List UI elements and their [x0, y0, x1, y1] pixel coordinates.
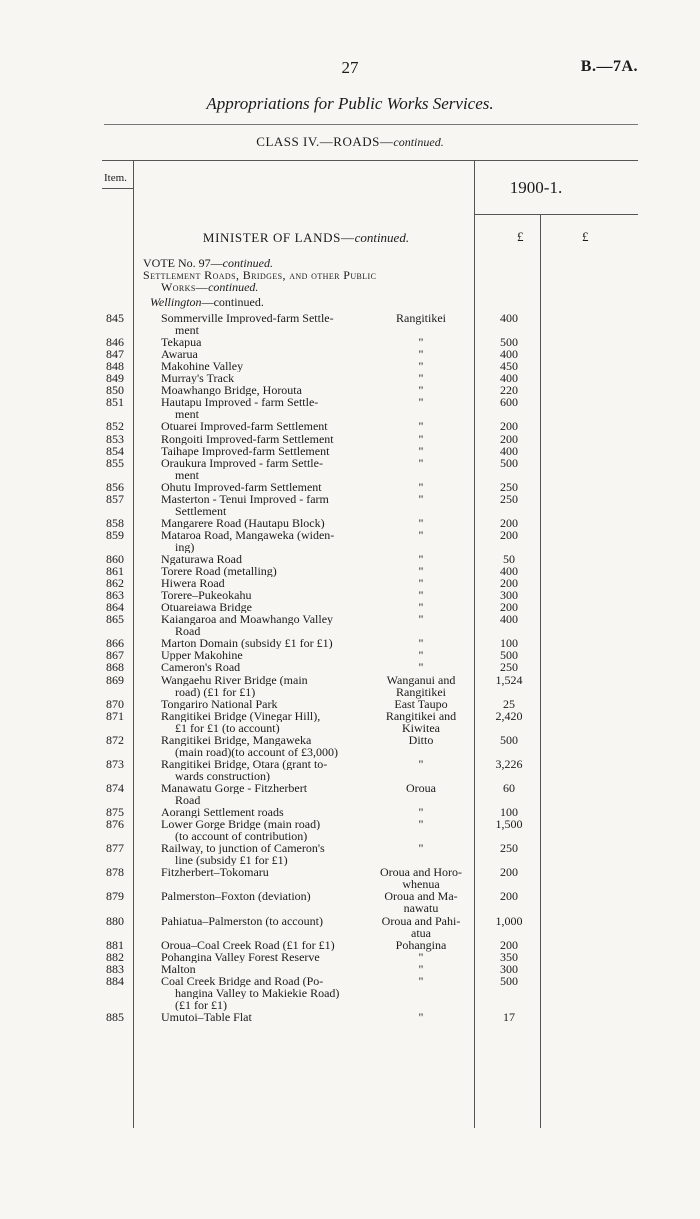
vote-label: VOTE No. 97— [143, 256, 223, 270]
item-amount: 200 [500, 937, 518, 952]
item-number: 858 [106, 515, 124, 530]
item-number: 884 [106, 973, 124, 988]
table-row [0, 999, 700, 1011]
table-row [0, 336, 700, 348]
item-description: road) (£1 for £1) [175, 685, 256, 698]
item-description: £1 for £1 (to account) [175, 721, 280, 734]
class-label: CLASS IV.—ROADS— [256, 134, 394, 149]
table-row [0, 890, 700, 902]
item-electorate: " [418, 564, 424, 579]
item-electorate: Rangitikei [396, 311, 446, 325]
item-description: Makohine Valley [161, 360, 244, 373]
subheading-line2 [161, 281, 258, 293]
item-electorate: " [418, 841, 424, 856]
table-row [0, 360, 700, 372]
table-row [0, 445, 700, 457]
item-amount: 60 [503, 780, 515, 795]
title-rule [104, 124, 638, 125]
table-row [0, 854, 700, 866]
item-electorate: Rangitikei and [385, 708, 457, 723]
item-amount: 17 [503, 1009, 515, 1024]
item-electorate: Oroua [406, 780, 436, 795]
item-description: Upper Makohine [161, 649, 243, 662]
item-description: Rangitikei Bridge, Otara (grant to- [161, 757, 328, 770]
item-electorate: " [418, 648, 424, 663]
item-electorate: " [418, 359, 424, 374]
item-description: ing) [175, 540, 195, 553]
item-description: Ngaturawa Road [161, 553, 242, 565]
item-number: 880 [106, 913, 124, 928]
table-row [0, 878, 700, 890]
item-electorate: " [418, 491, 424, 506]
item-amount: 450 [500, 359, 518, 374]
item-electorate: " [418, 588, 424, 603]
item-number: 856 [106, 479, 124, 494]
item-electorate: " [418, 395, 424, 410]
table-row [0, 396, 700, 408]
item-electorate: " [418, 371, 424, 386]
item-number: 867 [106, 648, 124, 663]
table-row [0, 963, 700, 975]
item-description: Settlement [175, 504, 227, 517]
table-row [0, 601, 700, 613]
table-row [0, 710, 700, 722]
item-number: 868 [106, 660, 124, 675]
item-amount: 500 [500, 455, 518, 470]
item-number: 853 [106, 431, 124, 446]
class-continued: continued. [393, 135, 444, 149]
item-description: Mangarere Road (Hautapu Block) [161, 516, 325, 529]
item-description: Torere Road (metalling) [161, 565, 277, 578]
item-description: wards construction) [175, 769, 270, 782]
table-row [0, 866, 700, 878]
item-number: 872 [106, 732, 124, 747]
table-top-rule [102, 160, 638, 161]
item-electorate: " [418, 600, 424, 615]
item-number: 866 [106, 636, 124, 651]
district-heading [150, 296, 264, 308]
table-row [0, 433, 700, 445]
item-description: Hautapu Improved - farm Settle- [161, 396, 319, 409]
item-electorate: " [418, 973, 424, 988]
table-row [0, 902, 700, 914]
subheading-continued: continued. [208, 280, 259, 294]
item-electorate: nawatu [403, 901, 439, 916]
table-row [0, 529, 700, 541]
item-description: (main road)(to account of £3,000) [175, 745, 338, 758]
item-number: 869 [106, 672, 124, 687]
item-description: Ohutu Improved-farm Settlement [161, 480, 322, 493]
header-bottom-rule [474, 214, 638, 215]
table-row [0, 1011, 700, 1023]
item-description: Fitzherbert–Tokomaru [161, 866, 269, 879]
table-row [0, 324, 700, 336]
table-row [0, 505, 700, 517]
item-amount: 200 [500, 515, 518, 530]
table-row [0, 734, 700, 746]
item-description: Marton Domain (subsidy £1 for £1) [161, 637, 333, 650]
item-amount: 200 [500, 527, 518, 542]
table-row [0, 830, 700, 842]
item-description: Hiwera Road [161, 577, 225, 590]
table-row [0, 987, 700, 999]
item-description: Coal Creek Bridge and Road (Po- [161, 974, 324, 987]
item-electorate: " [418, 527, 424, 542]
table-row [0, 481, 700, 493]
item-description: ment [175, 324, 199, 337]
item-number: 851 [106, 395, 124, 410]
district-continued: —continued. [201, 295, 264, 309]
item-number: 864 [106, 600, 124, 615]
item-electorate: " [418, 419, 424, 434]
item-electorate: " [418, 515, 424, 530]
item-amount: 2,420 [495, 708, 523, 723]
item-description: Otuarei Improved-farm Settlement [161, 420, 328, 433]
item-description: (to account of contribution) [175, 830, 308, 843]
item-number: 850 [106, 383, 124, 398]
item-electorate: Pohangina [395, 937, 447, 952]
table-row [0, 806, 700, 818]
class-heading [0, 134, 700, 150]
item-amount: 200 [500, 431, 518, 446]
item-description: Wangaehu River Bridge (main [161, 673, 308, 686]
item-electorate: Wanganui and [386, 672, 456, 687]
table-row [0, 457, 700, 469]
item-description: Tekapua [161, 336, 202, 349]
item-number: 849 [106, 371, 124, 386]
item-number: 865 [106, 612, 124, 627]
item-number: 881 [106, 937, 124, 952]
item-amount: 250 [500, 660, 518, 675]
item-amount: 1,500 [495, 817, 523, 832]
item-description: Torere–Pukeokahu [161, 589, 252, 602]
item-electorate: " [418, 612, 424, 627]
item-description: Palmerston–Foxton (deviation) [161, 890, 311, 903]
item-description: Sommerville Improved-farm Settle- [161, 312, 334, 324]
item-description: Otuareiawa Bridge [161, 601, 252, 614]
item-electorate: " [418, 660, 424, 675]
item-amount: 200 [500, 889, 518, 904]
item-amount: 100 [500, 805, 518, 820]
item-number: 875 [106, 805, 124, 820]
table-row [0, 770, 700, 782]
item-number: 847 [106, 347, 124, 362]
item-amount: 50 [503, 552, 515, 566]
item-description: Umutoi–Table Flat [161, 1010, 252, 1023]
item-description: Manawatu Gorge - Fitzherbert [161, 781, 308, 794]
item-amount: 1,000 [495, 913, 523, 928]
item-amount: 500 [500, 335, 518, 350]
currency-symbol-items: £ [517, 229, 524, 244]
table-row [0, 915, 700, 927]
item-description: ment [175, 408, 199, 421]
subheading-works: Works— [161, 280, 209, 294]
item-electorate: " [418, 576, 424, 591]
item-number: 857 [106, 491, 124, 506]
table-row [0, 589, 700, 601]
item-electorate: Ditto [408, 732, 434, 747]
item-description: Masterton - Tenui Improved - farm [161, 492, 329, 505]
item-number: 883 [106, 961, 124, 976]
item-number: 855 [106, 455, 124, 470]
item-electorate: " [418, 335, 424, 350]
item-amount: 200 [500, 576, 518, 591]
item-description: Railway, to junction of Cameron's [161, 842, 325, 855]
table-row [0, 975, 700, 987]
item-amount: 500 [500, 732, 518, 747]
item-electorate: Oroua and Pahi- [381, 913, 461, 928]
item-description: Oraukura Improved - farm Settle- [161, 456, 323, 469]
table-row [0, 698, 700, 710]
item-amount: 300 [500, 588, 518, 603]
item-description: Aorangi Settlement roads [161, 806, 284, 819]
item-electorate: " [418, 805, 424, 820]
item-amount: 250 [500, 841, 518, 856]
item-number: 870 [106, 696, 124, 711]
table-row [0, 625, 700, 637]
item-amount: 300 [500, 961, 518, 976]
item-number: 861 [106, 564, 124, 579]
item-amount: 220 [500, 383, 518, 398]
item-amount: 400 [500, 612, 518, 627]
table-row [0, 565, 700, 577]
table-row [0, 312, 700, 324]
item-amount: 200 [500, 600, 518, 615]
page-title: Appropriations for Public Works Services. [206, 94, 494, 113]
item-number: 852 [106, 419, 124, 434]
item-amount: 400 [500, 564, 518, 579]
item-column-header: Item. [104, 172, 127, 184]
page-number: 27 [341, 58, 359, 77]
district-name: Wellington [150, 295, 202, 309]
item-description: Road [175, 794, 201, 806]
table-row [0, 818, 700, 830]
item-electorate: " [418, 443, 424, 458]
item-description: Malton [161, 962, 196, 975]
item-description: Rangitikei Bridge, Mangaweka [161, 733, 312, 746]
item-description: Pahiatua–Palmerston (to account) [161, 914, 323, 927]
table-row [0, 408, 700, 420]
table-row [0, 746, 700, 758]
item-number: 859 [106, 527, 124, 542]
item-amount: 100 [500, 636, 518, 651]
item-amount: 500 [500, 648, 518, 663]
table-row [0, 493, 700, 505]
table-row [0, 372, 700, 384]
item-number: 848 [106, 359, 124, 374]
item-amount: 200 [500, 419, 518, 434]
item-number: 846 [106, 335, 124, 350]
item-electorate: " [418, 455, 424, 470]
item-description: Mataroa Road, Mangaweka (widen- [161, 528, 335, 541]
item-description: (£1 for £1) [175, 998, 227, 1011]
item-electorate: whenua [402, 877, 440, 892]
vote-continued: continued. [222, 256, 273, 270]
table-row [0, 637, 700, 649]
table-row [0, 649, 700, 661]
item-amount: 400 [500, 443, 518, 458]
item-description: Rangitikei Bridge (Vinegar Hill), [161, 709, 321, 722]
item-description: Awarua [161, 348, 198, 361]
table-row [0, 939, 700, 951]
item-amount: 600 [500, 395, 518, 410]
table-row [0, 842, 700, 854]
item-description: ment [175, 468, 199, 481]
item-amount: 25 [503, 696, 515, 711]
item-number: 863 [106, 588, 124, 603]
item-description: hangina Valley to Makiekie Road) [175, 986, 340, 999]
item-number: 873 [106, 756, 124, 771]
item-number: 877 [106, 841, 124, 856]
item-electorate: " [418, 347, 424, 362]
item-electorate: " [418, 636, 424, 651]
item-amount: 350 [500, 949, 518, 964]
item-amount: 200 [500, 865, 518, 880]
table-row [0, 517, 700, 529]
table-row [0, 553, 700, 565]
document-reference: B.—7A. [580, 58, 638, 75]
item-electorate: " [418, 949, 424, 964]
item-description: Rongoiti Improved-farm Settlement [161, 432, 334, 445]
table-row [0, 951, 700, 963]
item-electorate: atua [411, 925, 431, 940]
item-description: Kaiangaroa and Moawhango Valley [161, 613, 334, 626]
year-column-header: 1900-1. [509, 178, 563, 197]
item-description: Tongariro National Park [161, 697, 278, 710]
item-electorate: " [418, 817, 424, 832]
table-row [0, 661, 700, 673]
item-amount: 400 [500, 371, 518, 386]
item-amount: 500 [500, 973, 518, 988]
subheading-line1: Settlement Roads, Bridges, and other Public [143, 268, 377, 282]
section-title: MINISTER OF LANDS— [202, 230, 355, 245]
item-description: Road [175, 625, 201, 638]
section-heading [140, 230, 472, 246]
item-description: Moawhango Bridge, Horouta [161, 384, 302, 397]
item-description: Oroua–Coal Creek Road (£1 for £1) [161, 938, 335, 951]
item-electorate: " [418, 552, 424, 566]
item-number: 874 [106, 780, 124, 795]
item-number: 879 [106, 889, 124, 904]
item-header-rule [102, 188, 133, 189]
table-row [0, 722, 700, 734]
item-amount: 250 [500, 479, 518, 494]
table-row [0, 794, 700, 806]
item-number: 860 [106, 552, 124, 566]
item-number: 854 [106, 443, 124, 458]
item-description: Taihape Improved-farm Settlement [161, 444, 330, 457]
table-row [0, 927, 700, 939]
item-amount: 400 [500, 347, 518, 362]
table-row [0, 420, 700, 432]
item-number: 876 [106, 817, 124, 832]
item-number: 882 [106, 949, 124, 964]
item-amount: 3,226 [495, 756, 523, 771]
item-description: Pohangina Valley Forest Reserve [161, 950, 320, 963]
item-number: 845 [106, 311, 124, 325]
table-row [0, 613, 700, 625]
section-continued: continued. [354, 230, 410, 245]
item-description: line (subsidy £1 for £1) [175, 854, 288, 867]
item-electorate: East Taupo [394, 696, 448, 711]
table-row [0, 782, 700, 794]
currency-symbol-total: £ [582, 229, 589, 244]
table-row [0, 686, 700, 698]
item-description: Lower Gorge Bridge (main road) [161, 818, 321, 831]
table-row [0, 577, 700, 589]
item-description: Cameron's Road [161, 661, 241, 674]
item-electorate: Kiwitea [402, 720, 440, 735]
table-row [0, 348, 700, 360]
item-electorate: " [418, 961, 424, 976]
item-number: 885 [106, 1009, 124, 1024]
item-number: 878 [106, 865, 124, 880]
item-electorate: " [418, 431, 424, 446]
item-number: 871 [106, 708, 124, 723]
item-amount: 400 [500, 311, 518, 325]
table-row [0, 384, 700, 396]
table-row [0, 758, 700, 770]
item-electorate: Oroua and Ma- [384, 889, 458, 904]
item-electorate: Oroua and Horo- [380, 865, 462, 880]
item-electorate: " [418, 479, 424, 494]
item-electorate: " [418, 1009, 424, 1024]
item-description: Murray's Track [161, 372, 235, 385]
item-electorate: " [418, 756, 424, 771]
item-amount: 250 [500, 491, 518, 506]
item-electorate: " [418, 383, 424, 398]
item-number: 862 [106, 576, 124, 591]
item-amount: 1,524 [495, 672, 523, 687]
table-row [0, 674, 700, 686]
table-row [0, 541, 700, 553]
item-electorate: Rangitikei [396, 684, 446, 699]
table-row [0, 469, 700, 481]
